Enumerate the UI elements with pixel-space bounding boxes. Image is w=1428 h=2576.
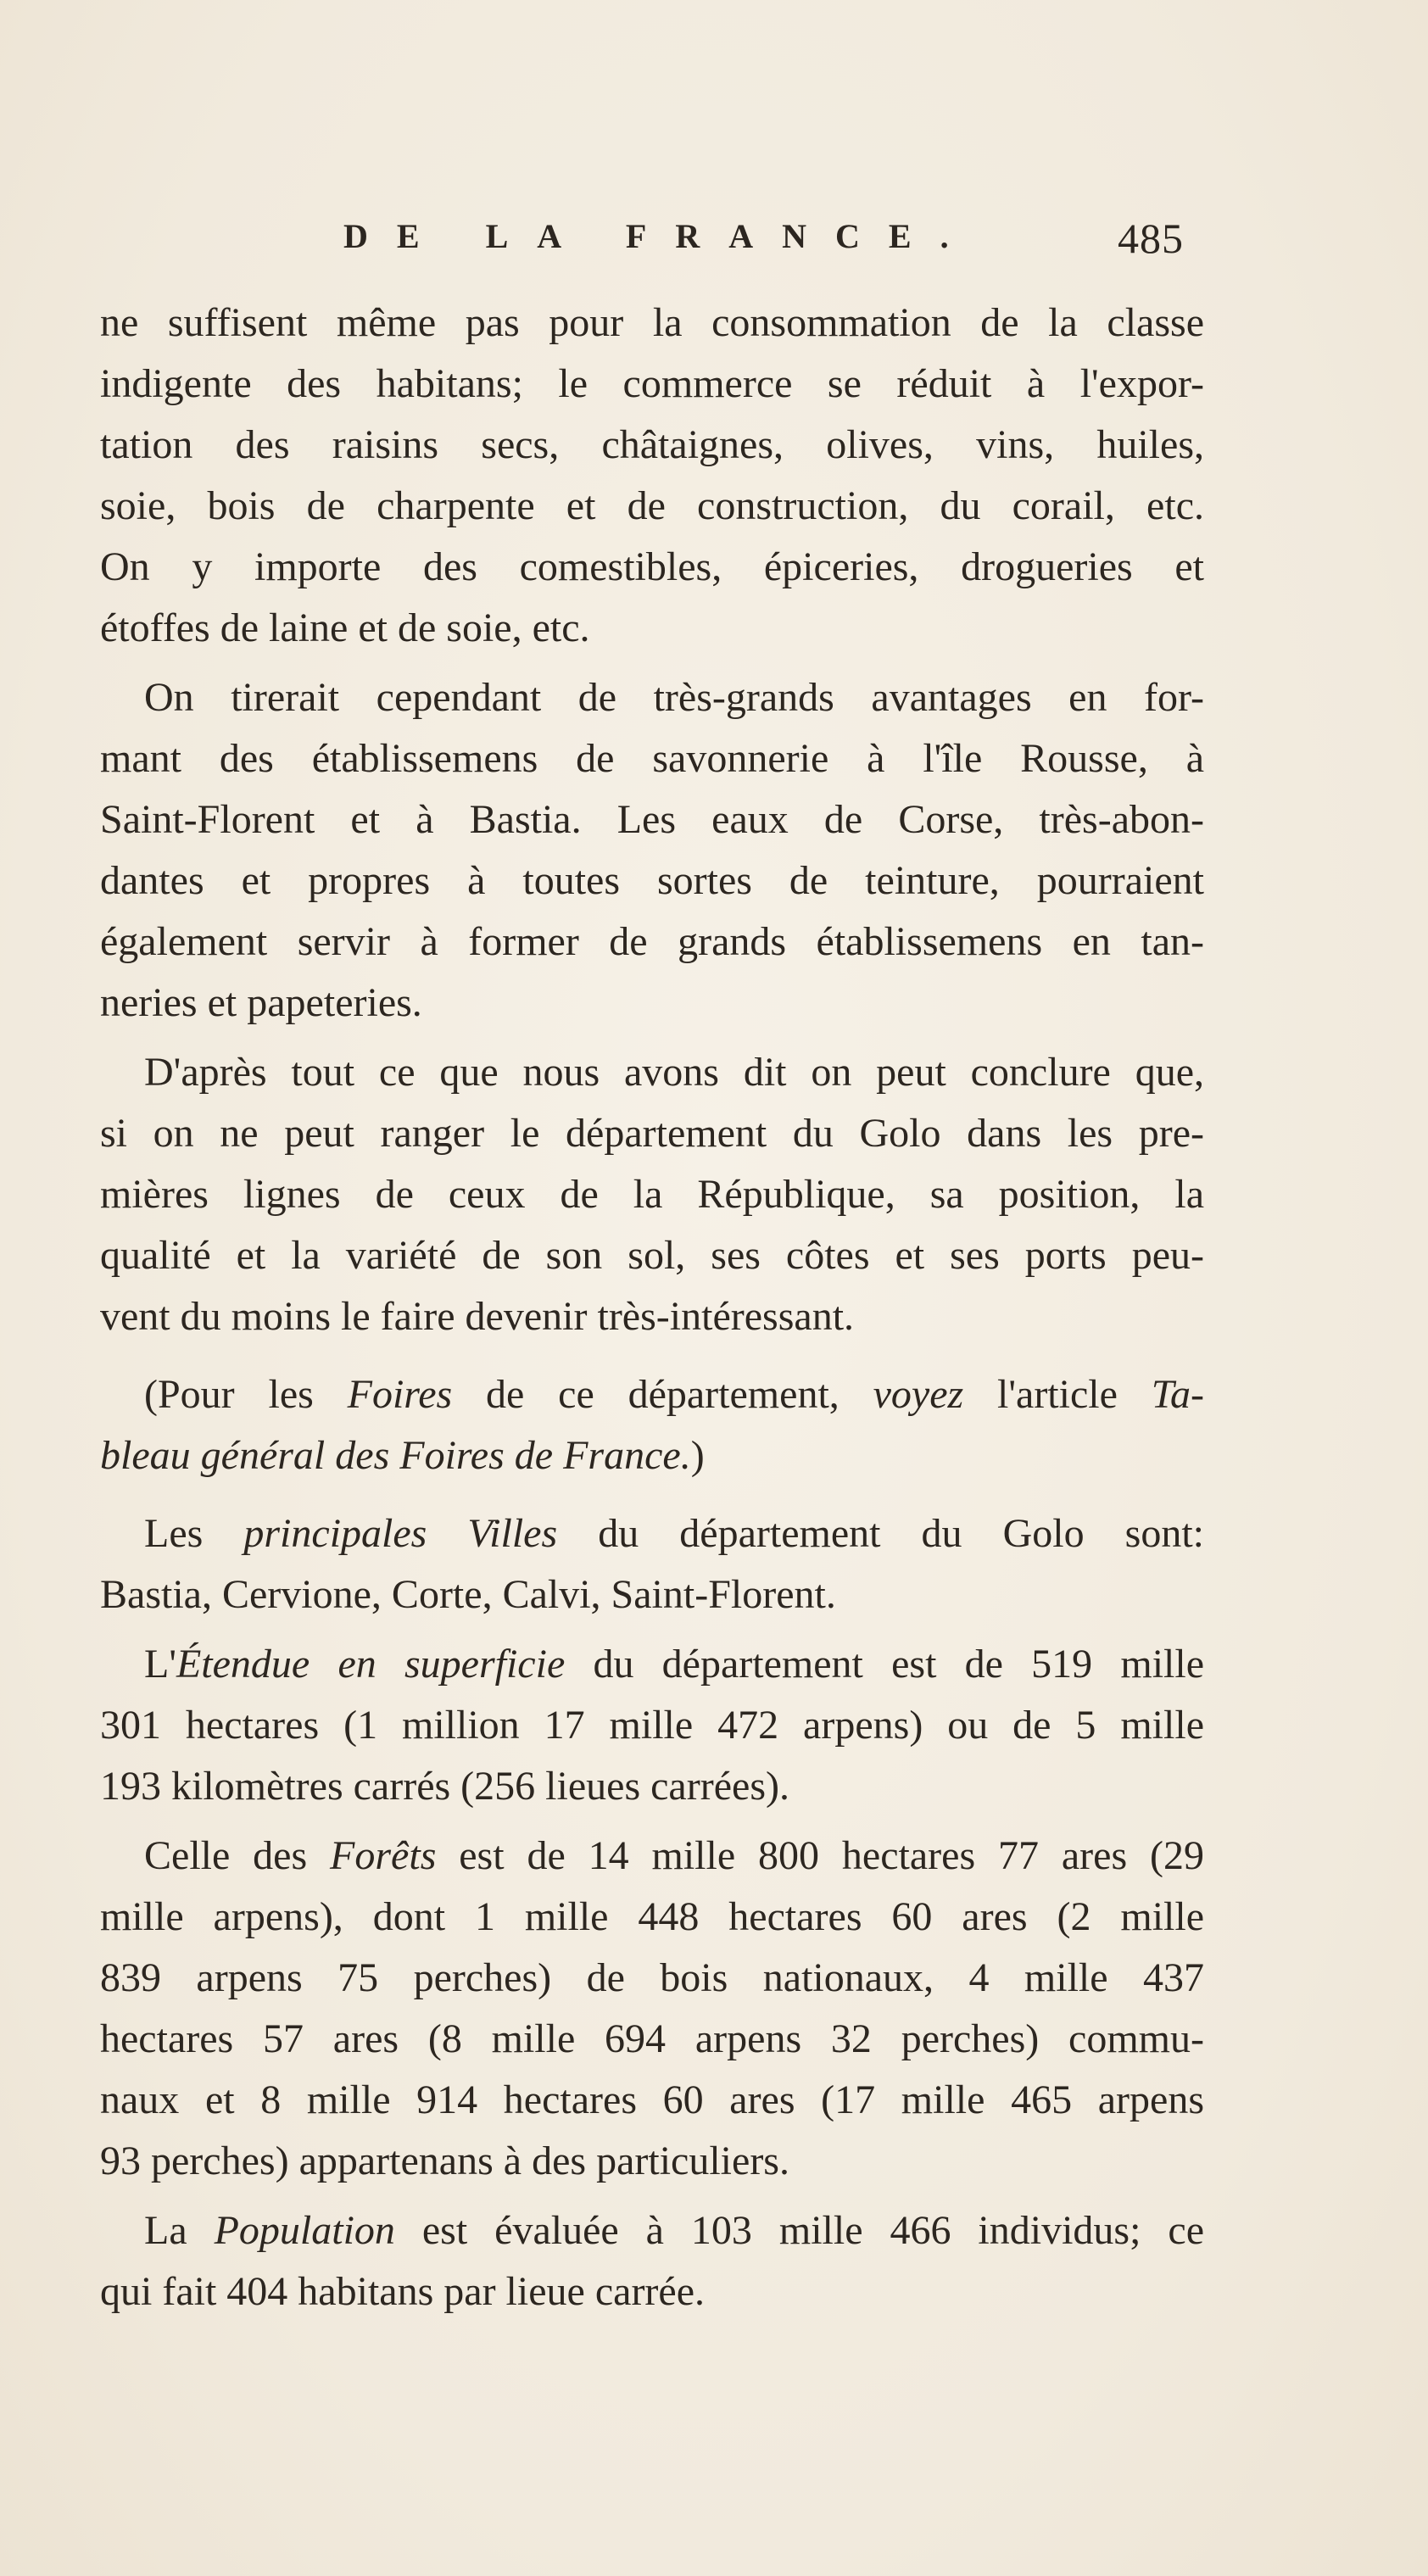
text-line: neries et papeteries. <box>100 980 422 1025</box>
text-line: mant des établissemens de savonnerie à l'île Rousse, à <box>100 736 1204 781</box>
text-line: hectares 57 ares (8 mille 694 arpens 32 perches) commu- <box>100 2016 1204 2061</box>
text-line: soie, bois de charpente et de construction, du corail, etc. <box>100 483 1204 528</box>
body-text <box>100 293 1204 2322</box>
paragraph <box>100 293 1204 659</box>
text-line: Saint-Florent et à Bastia. Les eaux de Corse, très-abon- <box>100 797 1204 842</box>
text-line: Celle des Forêts est de 14 mille 800 hectares 77 ares (29 <box>144 1833 1204 1878</box>
text-line: ne suffisent même pas pour la consommation de la classe <box>100 300 1204 345</box>
text-line: Les principales Villes du département du Golo sont: <box>144 1511 1204 1556</box>
text-line: On tirerait cependant de très-grands avantages en for- <box>144 675 1204 720</box>
paragraph <box>100 1042 1204 1347</box>
text-line: dantes et propres à toutes sortes de teinture, pourraient <box>100 858 1204 903</box>
text-line: mières lignes de ceux de la République, sa position, la <box>100 1172 1204 1217</box>
text-line: 839 arpens 75 perches) de bois nationaux, 4 mille 437 <box>100 1955 1204 2000</box>
text-line: qualité et la variété de son sol, ses côtes et ses ports peu- <box>100 1233 1204 1278</box>
text-line: naux et 8 mille 914 hectares 60 ares (17 mille 465 arpens <box>100 2077 1204 2122</box>
text-line: vent du moins le faire devenir très-intéressant. <box>100 1294 855 1339</box>
page-number: 485 <box>1118 215 1184 262</box>
paragraph <box>100 1503 1204 1625</box>
text-line: bleau général des Foires de France.) <box>100 1433 705 1478</box>
text-line: si on ne peut ranger le département du Golo dans les pre- <box>100 1111 1204 1156</box>
text-line: L'Étendue en superficie du département est de 519 mille <box>144 1642 1204 1687</box>
paragraph <box>100 1826 1204 2192</box>
text-line: également servir à former de grands établissemens en tan- <box>100 919 1204 964</box>
paragraph <box>100 1364 1204 1486</box>
paragraph <box>100 667 1204 1034</box>
text-line: mille arpens), dont 1 mille 448 hectares 60 ares (2 mille <box>100 1894 1204 1939</box>
text-line: Bastia, Cervione, Corte, Calvi, Saint-Florent. <box>100 1572 836 1617</box>
text-line: tation des raisins secs, châtaignes, olives, vins, huiles, <box>100 422 1204 467</box>
text-line: qui fait 404 habitans par lieue carrée. <box>100 2269 706 2314</box>
text-line: 93 perches) appartenans à des particuliers. <box>100 2138 789 2183</box>
text-line: (Pour les Foires de ce département, voyez l'article Ta- <box>144 1372 1204 1417</box>
paragraph <box>100 2200 1204 2322</box>
text-line: 301 hectares (1 million 17 mille 472 arpens) ou de 5 mille <box>100 1703 1204 1748</box>
text-line: étoffes de laine et de soie, etc. <box>100 605 590 650</box>
text-line: On y importe des comestibles, épiceries, drogueries et <box>100 544 1204 589</box>
text-line: 193 kilomètres carrés (256 lieues carrées). <box>100 1764 789 1809</box>
running-head: DE LA FRANCE. <box>343 217 978 255</box>
text-line: indigente des habitans; le commerce se réduit à l'expor- <box>100 361 1204 406</box>
text-line: La Population est évaluée à 103 mille 466 individus; ce <box>144 2208 1204 2253</box>
paragraph <box>100 1634 1204 1817</box>
text-line: D'après tout ce que nous avons dit on peut conclure que, <box>144 1050 1204 1095</box>
